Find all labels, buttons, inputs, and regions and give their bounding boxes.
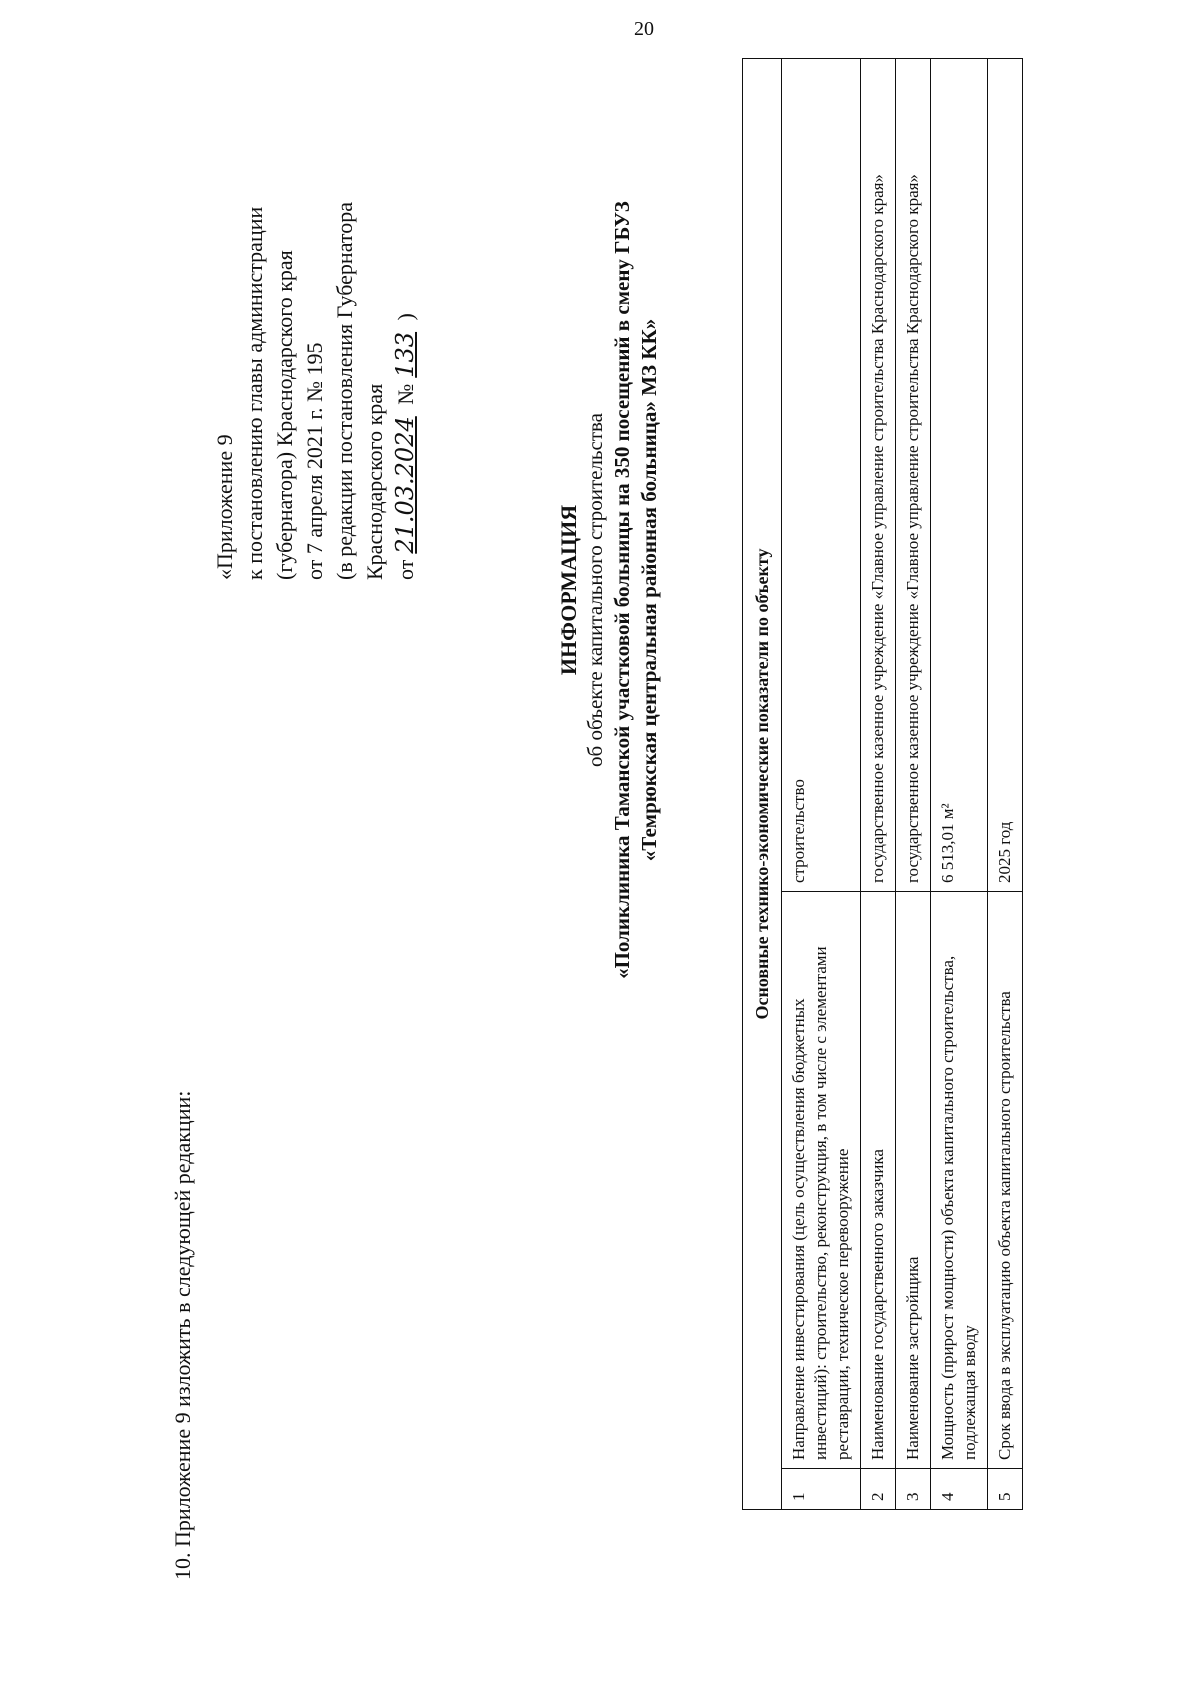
appendix-reference: [210, 202, 421, 580]
title-main: ИНФОРМАЦИЯ: [556, 504, 581, 676]
appendix-line: (в редакции постановления Губернатора: [332, 202, 357, 580]
row-parameter: Мощность (прирост мощности) объекта капитального строительства, подлежащая вводу: [931, 892, 988, 1469]
from-label: от: [393, 559, 418, 580]
rotated-page-content: [20, 0, 1180, 1590]
row-parameter: Срок ввода в эксплуатацию объекта капитального строительства: [988, 892, 1023, 1469]
indicators-table: [742, 58, 1023, 1510]
row-value: строительство: [782, 59, 861, 892]
row-number: 2: [861, 1469, 896, 1510]
number-label: №: [393, 383, 418, 405]
title-object-name-cont: «Темрюкская центральная районная больница» МЗ КК»: [637, 318, 661, 862]
row-parameter: Наименование застройщика: [896, 892, 931, 1469]
title-subtitle: об объекте капитального строительства: [583, 413, 607, 767]
table-row: [896, 59, 931, 1510]
appendix-line: (губернатора) Краснодарского края: [272, 250, 297, 580]
title-object-name: «Поликлиника Таманской участковой больницы на 350 посещений в смену ГБУЗ: [610, 201, 634, 979]
handwritten-date: 21.03.2024: [391, 416, 419, 554]
section-intro: 10. Приложение 9 изложить в следующей редакции:: [170, 1090, 195, 1580]
row-parameter: Направление инвестирования (цель осуществления бюджетных инвестиций): строительство, реконструкция, в том числе с элементами реставрации, техническое перевооружение: [782, 892, 861, 1469]
row-parameter: Наименование государственного заказчика: [861, 892, 896, 1469]
document-title: [555, 90, 663, 1090]
row-value: 2025 год: [988, 59, 1023, 892]
row-value: 6 513,01 м²: [931, 59, 988, 892]
table-header-row: [743, 59, 782, 1510]
row-number: 5: [988, 1469, 1023, 1510]
handwritten-number: 133: [391, 331, 419, 378]
appendix-line: от 7 апреля 2021 г. № 195: [302, 342, 327, 580]
appendix-line: Краснодарского края: [362, 383, 387, 580]
table-header: Основные технико-экономические показатели по объекту: [743, 59, 782, 1510]
table-row: [782, 59, 861, 1510]
page-number: 20: [634, 18, 654, 40]
row-value: государственное казенное учреждение «Главное управление строительства Краснодарского края»: [861, 59, 896, 892]
table-row: [861, 59, 896, 1510]
row-number: 1: [782, 1469, 861, 1510]
appendix-line: «Приложение 9: [212, 434, 237, 580]
appendix-line: к постановлению главы администрации: [242, 206, 267, 580]
table-row: [931, 59, 988, 1510]
row-number: 4: [931, 1469, 988, 1510]
closing-parenthesis: ): [393, 313, 418, 321]
row-value: государственное казенное учреждение «Главное управление строительства Краснодарского края»: [896, 59, 931, 892]
appendix-date-line: [390, 202, 421, 580]
table-row: [988, 59, 1023, 1510]
row-number: 3: [896, 1469, 931, 1510]
